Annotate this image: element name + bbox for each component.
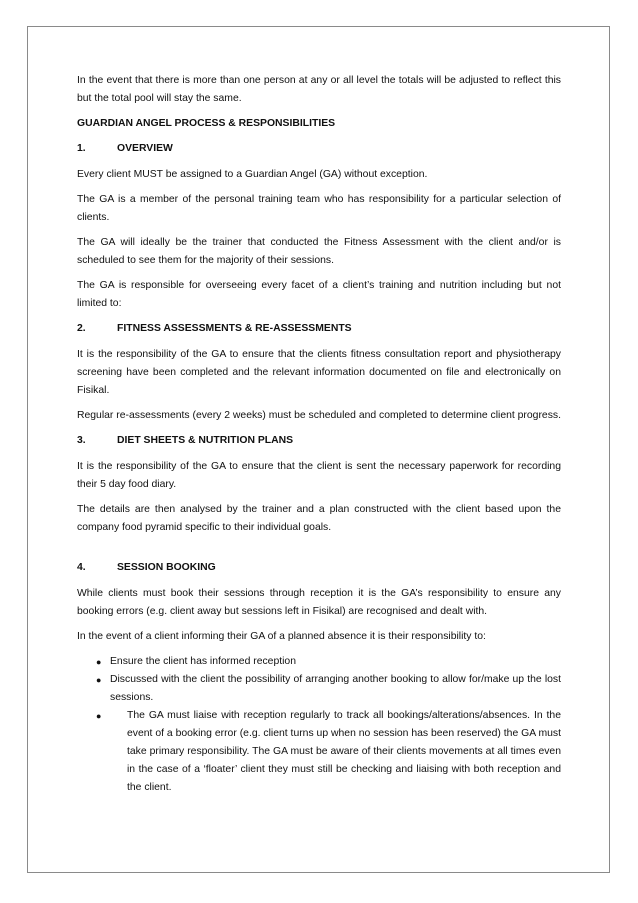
section-number: 2.: [77, 323, 86, 334]
list-item: [77, 653, 561, 671]
section-title: DIET SHEETS & NUTRITION PLANS: [117, 435, 294, 446]
section-heading-fitness-assessments: [77, 320, 561, 338]
list-item-text: Discussed with the client the possibility of arranging another booking to allow for/make up the lost sessions.: [110, 674, 561, 703]
paragraph: In the event of a client informing their GA of a planned absence it is their responsibility to:: [77, 631, 486, 642]
paragraph: It is the responsibility of the GA to ensure that the clients fitness consultation report and physiotherapy screening have been completed and the relevant information documented on file and electronically on Fisikal.: [77, 349, 561, 396]
list-item-text: The GA must liaise with reception regularly to track all bookings/alterations/absences. In the event of a booking error (e.g. client turns up when no session has been reserved) the GA must take primary responsibility. The GA must be aware of their clients movements at all times even in the case of a ‘floater’ client they must still be checking and liaising with both reception and the client.: [127, 710, 561, 793]
section-heading-diet-sheets: [77, 432, 561, 450]
section-title: SESSION BOOKING: [117, 562, 216, 573]
section-number: 1.: [77, 143, 86, 154]
list-item: [77, 707, 561, 797]
paragraph: While clients must book their sessions through reception it is the GA’s responsibility to ensure any booking errors (e.g. client away but sessions left in Fisikal) are recognised and dealt with.: [77, 588, 561, 617]
bullet-icon: ●: [96, 711, 102, 721]
paragraph: Regular re-assessments (every 2 weeks) must be scheduled and completed to determine client progress.: [77, 410, 561, 421]
section-heading-session-booking: [77, 559, 561, 577]
paragraph: It is the responsibility of the GA to ensure that the client is sent the necessary paperwork for recording their 5 day food diary.: [77, 461, 561, 490]
paragraph: Every client MUST be assigned to a Guardian Angel (GA) without exception.: [77, 169, 428, 180]
section-heading-overview: [77, 140, 561, 158]
section-title: OVERVIEW: [117, 143, 173, 154]
list-item: [77, 671, 561, 707]
section-spacer: [77, 544, 561, 559]
bullet-list: [77, 653, 561, 797]
list-item-text: Ensure the client has informed reception: [110, 656, 296, 667]
paragraph: The GA is a member of the personal training team who has responsibility for a particular selection of clients.: [77, 194, 561, 223]
bullet-icon: ●: [96, 675, 102, 685]
section-number: 4.: [77, 562, 86, 573]
section-title: FITNESS ASSESSMENTS & RE-ASSESSMENTS: [117, 323, 352, 334]
paragraph: The GA is responsible for overseeing every facet of a client’s training and nutrition including but not limited to:: [77, 280, 561, 309]
bullet-icon: ●: [96, 657, 102, 667]
document-body: [77, 72, 561, 797]
section-number: 3.: [77, 435, 86, 446]
paragraph: The GA will ideally be the trainer that conducted the Fitness Assessment with the client and/or is scheduled to see them for the majority of their sessions.: [77, 237, 561, 266]
intro-paragraph: In the event that there is more than one person at any or all level the totals will be adjusted to reflect this but the total pool will stay the same.: [77, 75, 561, 104]
main-heading: GUARDIAN ANGEL PROCESS & RESPONSIBILITIES: [77, 118, 336, 129]
paragraph: The details are then analysed by the trainer and a plan constructed with the client based upon the company food pyramid specific to their individual goals.: [77, 504, 561, 533]
